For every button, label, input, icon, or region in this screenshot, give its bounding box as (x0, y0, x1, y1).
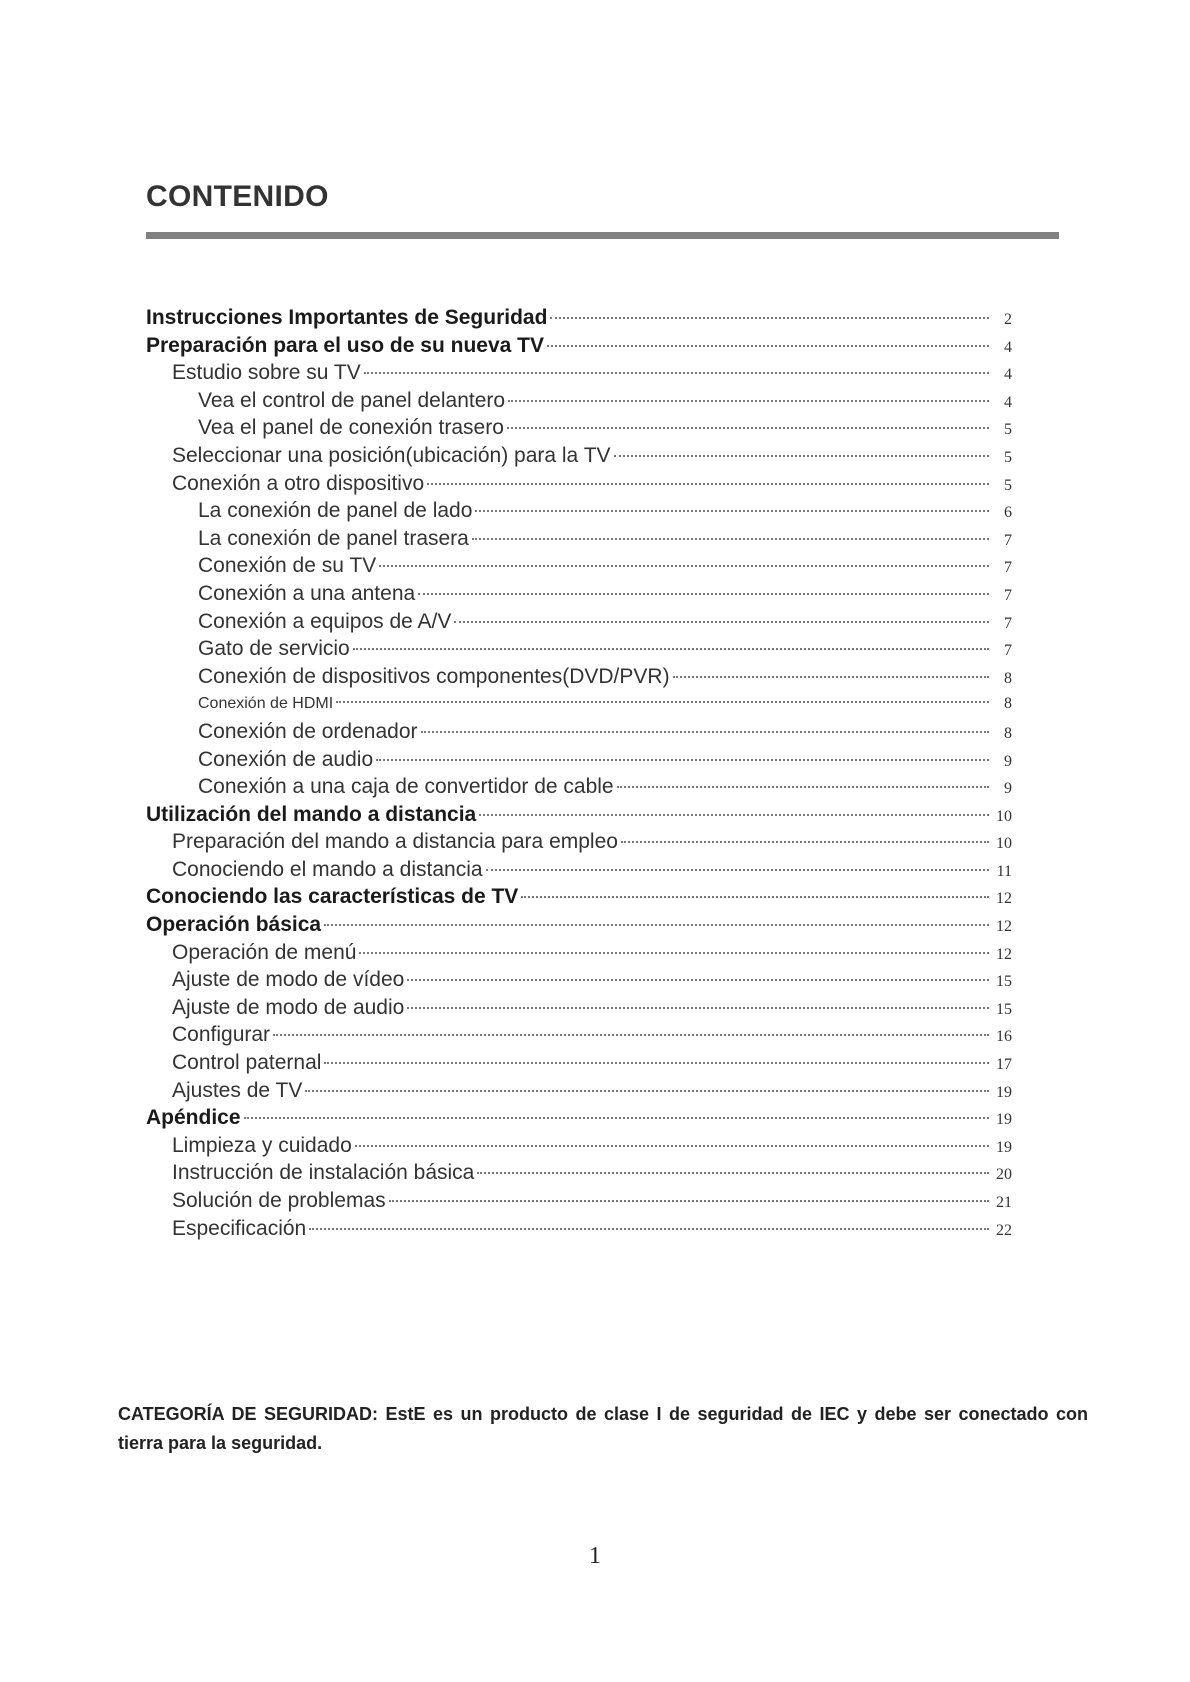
toc-entry (146, 1021, 1012, 1049)
toc-entry-page-number: 15 (996, 1000, 1012, 1018)
toc-dot-leader (309, 1228, 989, 1230)
toc-entry-label: Gato de servicio (198, 637, 350, 661)
title-divider (146, 232, 1059, 239)
toc-dot-leader (427, 483, 989, 485)
toc-entry-label: Preparación del mando a distancia para empleo (172, 830, 618, 854)
toc-entry (146, 718, 1012, 746)
toc-entry-label: Vea el control de panel delantero (198, 388, 506, 412)
toc-dot-leader (353, 648, 989, 650)
toc-entry (146, 828, 1012, 856)
toc-entry-label: Estudio sobre su TV (172, 361, 361, 385)
toc-dot-leader (364, 372, 989, 374)
toc-entry (146, 304, 1012, 332)
toc-entry (146, 1077, 1012, 1105)
toc-entry-page-number: 9 (1004, 780, 1012, 798)
toc-entry-page-number: 19 (996, 1138, 1012, 1156)
toc-entry-page-number: 12 (996, 890, 1012, 908)
toc-entry-label: Operación básica (146, 913, 322, 937)
toc-entry (146, 635, 1012, 663)
toc-dot-leader (379, 565, 989, 567)
toc-entry (146, 911, 1012, 939)
toc-entry-page-number: 12 (996, 918, 1012, 936)
toc-dot-leader (486, 869, 989, 871)
toc-entry-label: Conexión de HDMI (198, 695, 334, 713)
toc-dot-leader (324, 924, 989, 926)
toc-dot-leader (550, 317, 989, 319)
toc-entry-label: Configurar (172, 1023, 271, 1047)
toc-entry-page-number: 4 (1004, 366, 1012, 384)
toc-entry (146, 773, 1012, 801)
toc-entry (146, 580, 1012, 608)
toc-entry-label: Control paternal (172, 1051, 322, 1075)
toc-entry (146, 939, 1012, 967)
toc-dot-leader (389, 1200, 989, 1202)
toc-entry-label: Ajuste de modo de vídeo (172, 968, 405, 992)
toc-entry-label: Apéndice (146, 1106, 241, 1130)
toc-entry-label: Conexión de dispositivos componentes(DVD/PVR) (198, 664, 670, 688)
toc-entry (146, 1104, 1012, 1132)
toc-entry (146, 1187, 1012, 1215)
toc-dot-leader (407, 979, 989, 981)
toc-entry-page-number: 19 (996, 1083, 1012, 1101)
page-title: CONTENIDO (146, 180, 329, 213)
toc-entry (146, 608, 1012, 636)
toc-entry (146, 1132, 1012, 1160)
toc-entry-page-number: 9 (1004, 752, 1012, 770)
toc-entry-page-number: 20 (996, 1166, 1012, 1184)
toc-dot-leader (336, 701, 989, 703)
toc-dot-leader (359, 952, 989, 954)
toc-entry-page-number: 12 (996, 945, 1012, 963)
toc-entry (146, 359, 1012, 387)
toc-dot-leader (477, 1172, 989, 1174)
toc-entry-label: Preparación para el uso de su nueva TV (146, 333, 544, 357)
toc-entry-page-number: 7 (1004, 586, 1012, 604)
toc-entry (146, 414, 1012, 442)
toc-entry-label: Instrucciones Importantes de Seguridad (146, 306, 548, 329)
toc-entry-label: Conexión de su TV (198, 554, 377, 578)
toc-entry-page-number: 7 (1004, 614, 1012, 632)
toc-entry-label: Operación de menú (172, 940, 357, 964)
toc-entry-page-number: 8 (1004, 669, 1012, 687)
safety-category-note: CATEGORÍA DE SEGURIDAD: EstE es un producto de clase I de seguridad de IEC y debe ser conectado con tierra para la seguridad. (118, 1404, 1088, 1453)
toc-entry (146, 883, 1012, 911)
toc-entry-page-number: 11 (996, 862, 1012, 880)
toc-entry-label: Conexión de ordenador (198, 719, 418, 743)
toc-entry-label: Conexión a otro dispositivo (172, 471, 425, 495)
toc-dot-leader (479, 814, 989, 816)
toc-entry-label: Conociendo las características de TV (146, 885, 519, 909)
toc-entry-page-number: 7 (1004, 642, 1012, 660)
toc-entry-page-number: 17 (996, 1056, 1012, 1074)
toc-entry-page-number: 5 (1004, 476, 1012, 494)
toc-dot-leader (547, 345, 989, 347)
toc-entry (146, 470, 1012, 498)
toc-dot-leader (421, 731, 990, 733)
toc-entry-page-number: 22 (996, 1221, 1012, 1239)
page-number: 1 (589, 1543, 601, 1569)
toc-dot-leader (472, 538, 989, 540)
toc-entry-page-number: 10 (996, 835, 1012, 853)
toc-entry (146, 442, 1012, 470)
toc-dot-leader (376, 759, 989, 761)
toc-entry (146, 746, 1012, 774)
toc-entry (146, 552, 1012, 580)
toc-entry-page-number: 8 (1004, 724, 1012, 742)
toc-entry-label: Conexión a una caja de convertidor de cable (198, 775, 614, 799)
toc-entry-label: Limpieza y cuidado (172, 1133, 352, 1157)
toc-entry-label: Conexión a equipos de A/V (198, 609, 452, 633)
toc-dot-leader (507, 427, 989, 429)
toc-entry-label: La conexión de panel trasera (198, 526, 469, 550)
toc-dot-leader (521, 896, 989, 898)
toc-entry-page-number: 10 (996, 807, 1012, 825)
toc-dot-leader (418, 593, 989, 595)
toc-entry-label: Conociendo el mando a distancia (172, 857, 483, 881)
toc-entry-page-number: 2 (1004, 311, 1012, 328)
toc-dot-leader (673, 676, 989, 678)
toc-entry-label: Seleccionar una posición(ubicación) para la TV (172, 443, 611, 467)
toc-entry (146, 332, 1012, 360)
toc-entry-label: Instrucción de instalación básica (172, 1161, 475, 1185)
toc-entry (146, 663, 1012, 691)
toc-entry (146, 1159, 1012, 1187)
toc-entry-page-number: 19 (996, 1111, 1012, 1129)
toc-dot-leader (621, 841, 989, 843)
toc-entry-label: Conexión a una antena (198, 581, 416, 605)
toc-entry (146, 966, 1012, 994)
toc-entry (146, 994, 1012, 1022)
toc-entry-page-number: 7 (1004, 531, 1012, 549)
toc-dot-leader (454, 621, 989, 623)
toc-entry-label: Vea el panel de conexión trasero (198, 416, 504, 440)
toc-dot-leader (508, 400, 989, 402)
toc-entry-page-number: 21 (996, 1194, 1012, 1211)
toc-entry-label: Ajuste de modo de audio (172, 995, 405, 1019)
toc-entry-page-number: 8 (1004, 695, 1012, 713)
toc-entry-label: Especificación (172, 1216, 307, 1240)
toc-dot-leader (617, 786, 989, 788)
toc-entry (146, 497, 1012, 525)
toc-entry (146, 856, 1012, 884)
toc-entry-label: Solución de problemas (172, 1189, 386, 1212)
toc-entry-label: Conexión de audio (198, 747, 374, 771)
toc-entry-page-number: 7 (1004, 559, 1012, 577)
toc-entry-label: Ajustes de TV (172, 1078, 303, 1102)
table-of-contents (146, 304, 1012, 1242)
toc-dot-leader (355, 1145, 989, 1147)
toc-entry-page-number: 5 (1004, 421, 1012, 439)
toc-entry (146, 525, 1012, 553)
toc-entry (146, 1215, 1012, 1243)
toc-dot-leader (273, 1034, 989, 1036)
toc-entry-label: Utilización del mando a distancia (146, 802, 477, 826)
toc-dot-leader (614, 455, 989, 457)
toc-entry-label: La conexión de panel de lado (198, 499, 473, 523)
toc-entry (146, 1049, 1012, 1077)
toc-dot-leader (244, 1117, 989, 1119)
toc-entry-page-number: 16 (996, 1028, 1012, 1046)
toc-dot-leader (407, 1007, 989, 1009)
toc-entry-page-number: 4 (1004, 338, 1012, 356)
toc-dot-leader (475, 510, 989, 512)
toc-entry (146, 690, 1012, 718)
toc-entry (146, 387, 1012, 415)
toc-dot-leader (305, 1090, 989, 1092)
toc-entry-page-number: 6 (1004, 504, 1012, 522)
toc-entry-page-number: 15 (996, 973, 1012, 991)
toc-entry-page-number: 5 (1004, 448, 1012, 466)
toc-entry-page-number: 4 (1004, 393, 1012, 411)
toc-entry (146, 801, 1012, 829)
toc-dot-leader (324, 1062, 989, 1064)
